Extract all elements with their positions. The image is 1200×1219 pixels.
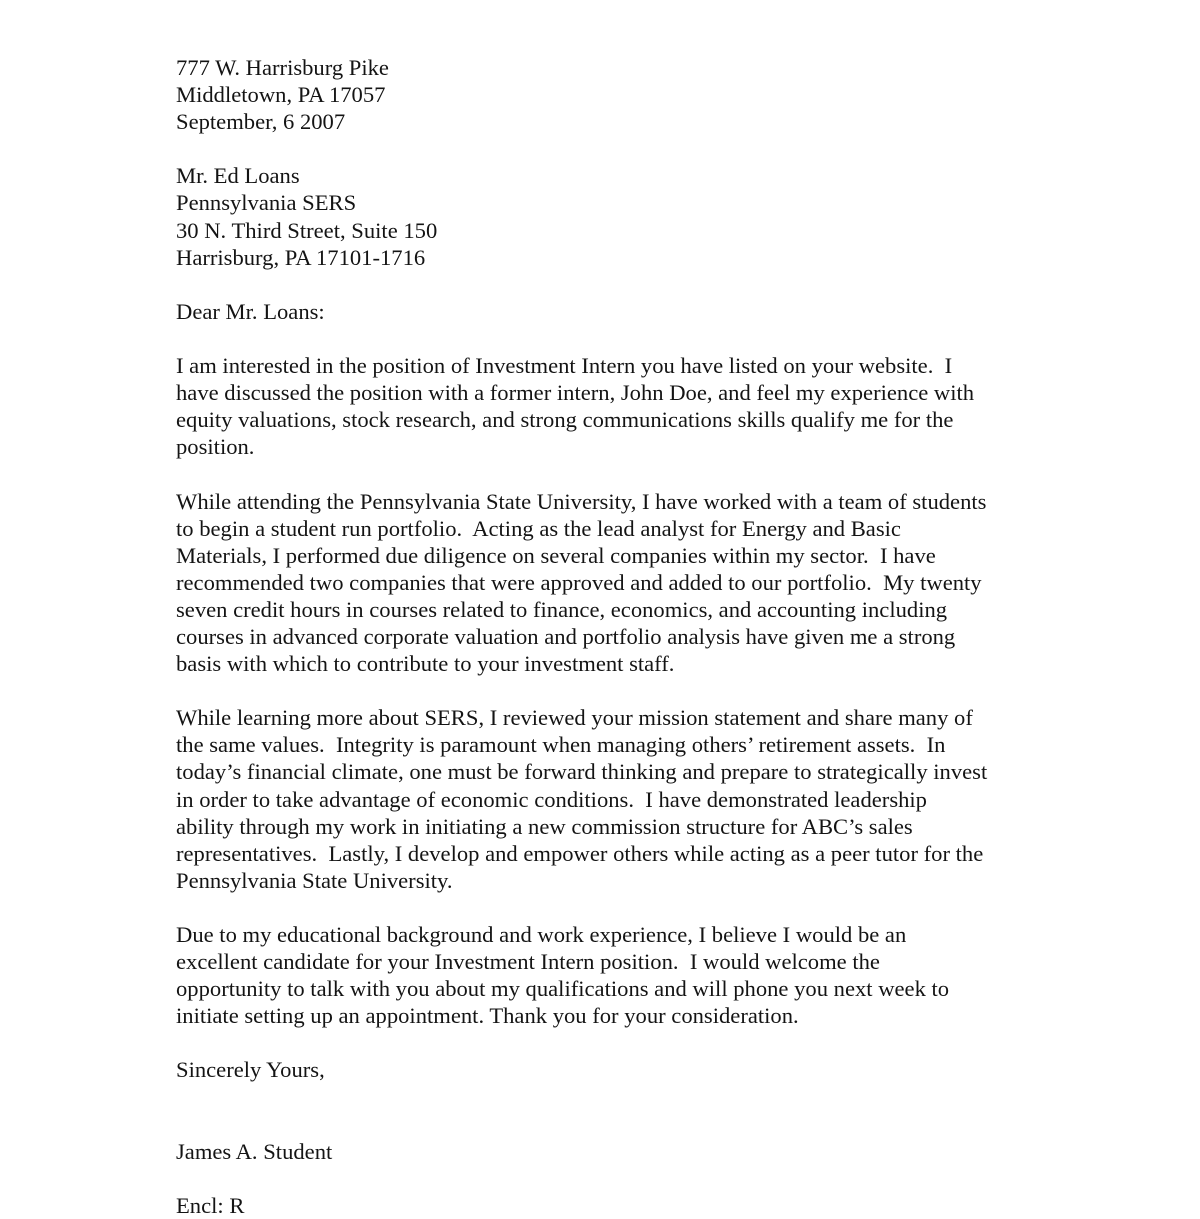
sender-street: 777 W. Harrisburg Pike <box>176 55 389 80</box>
spacer <box>176 894 1056 921</box>
salutation: Dear Mr. Loans: <box>176 298 325 324</box>
spacer <box>176 135 1056 162</box>
paragraph-line: While learning more about SERS, I reviewed your mission statement and share many of <box>176 705 973 731</box>
spacer <box>176 1165 1056 1192</box>
spacer <box>176 1029 1056 1056</box>
cover-letter <box>176 54 1056 1219</box>
paragraph-line: courses in advanced corporate valuation and portfolio analysis have given me a strong <box>176 623 956 649</box>
paragraph-line: have discussed the position with a former intern, John Doe, and feel my experience with <box>176 380 975 406</box>
sender-city: Middletown, PA 17057 <box>176 82 386 108</box>
paragraph-4 <box>176 921 1056 1029</box>
paragraph-line: initiate setting up an appointment. Thank you for your consideration. <box>176 1003 799 1029</box>
paragraph-line: basis with which to contribute to your investment staff. <box>176 651 675 677</box>
paragraph-line: today’s financial climate, one must be forward thinking and prepare to strategically invest <box>176 759 988 785</box>
spacer <box>176 677 1056 704</box>
recipient-name: Mr. Ed Loans <box>176 163 300 189</box>
paragraph-1 <box>176 352 1056 460</box>
paragraph-2 <box>176 488 1056 678</box>
enclosure-line: Encl: R <box>176 1192 245 1218</box>
spacer <box>176 460 1056 487</box>
paragraph-line: opportunity to talk with you about my qualifications and will phone you next week to <box>176 976 950 1002</box>
paragraph-line: to begin a student run portfolio. Acting as the lead analyst for Energy and Basic <box>176 515 901 541</box>
spacer <box>176 325 1056 352</box>
recipient-street: 30 N. Third Street, Suite 150 <box>176 217 438 243</box>
paragraph-line: Materials, I performed due diligence on several companies within my sector. I have <box>176 542 936 568</box>
paragraph-line: Pennsylvania State University. <box>176 867 453 893</box>
paragraph-3 <box>176 704 1056 894</box>
paragraph-line: equity valuations, stock research, and strong communications skills qualify me for the <box>176 407 954 433</box>
paragraph-line: While attending the Pennsylvania State University, I have worked with a team of students <box>176 488 987 514</box>
sender-address <box>176 54 1056 135</box>
spacer <box>176 271 1056 298</box>
paragraph-line: recommended two companies that were approved and added to our portfolio. My twenty <box>176 569 982 595</box>
closing: Sincerely Yours, <box>176 1057 325 1083</box>
paragraph-line: Due to my educational background and work experience, I believe I would be an <box>176 922 907 947</box>
paragraph-line: the same values. Integrity is paramount when managing others’ retirement assets. In <box>176 732 946 758</box>
recipient-city: Harrisburg, PA 17101-1716 <box>176 244 426 270</box>
letter-date: September, 6 2007 <box>176 109 346 135</box>
paragraph-line: ability through my work in initiating a new commission structure for ABC’s sales <box>176 813 913 839</box>
paragraph-line: position. <box>176 434 255 460</box>
paragraph-line: seven credit hours in courses related to finance, economics, and accounting including <box>176 596 948 622</box>
paragraph-line: excellent candidate for your Investment Intern position. I would welcome the <box>176 949 880 975</box>
paragraph-line: in order to take advantage of economic conditions. I have demonstrated leadership <box>176 786 927 812</box>
signature-space <box>176 1084 1056 1138</box>
recipient-address <box>176 162 1056 270</box>
paragraph-line: I am interested in the position of Investment Intern you have listed on your website. I <box>176 353 953 379</box>
signature-name: James A. Student <box>176 1138 333 1164</box>
recipient-org: Pennsylvania SERS <box>176 190 357 216</box>
paragraph-line: representatives. Lastly, I develop and empower others while acting as a peer tutor for the <box>176 840 984 866</box>
